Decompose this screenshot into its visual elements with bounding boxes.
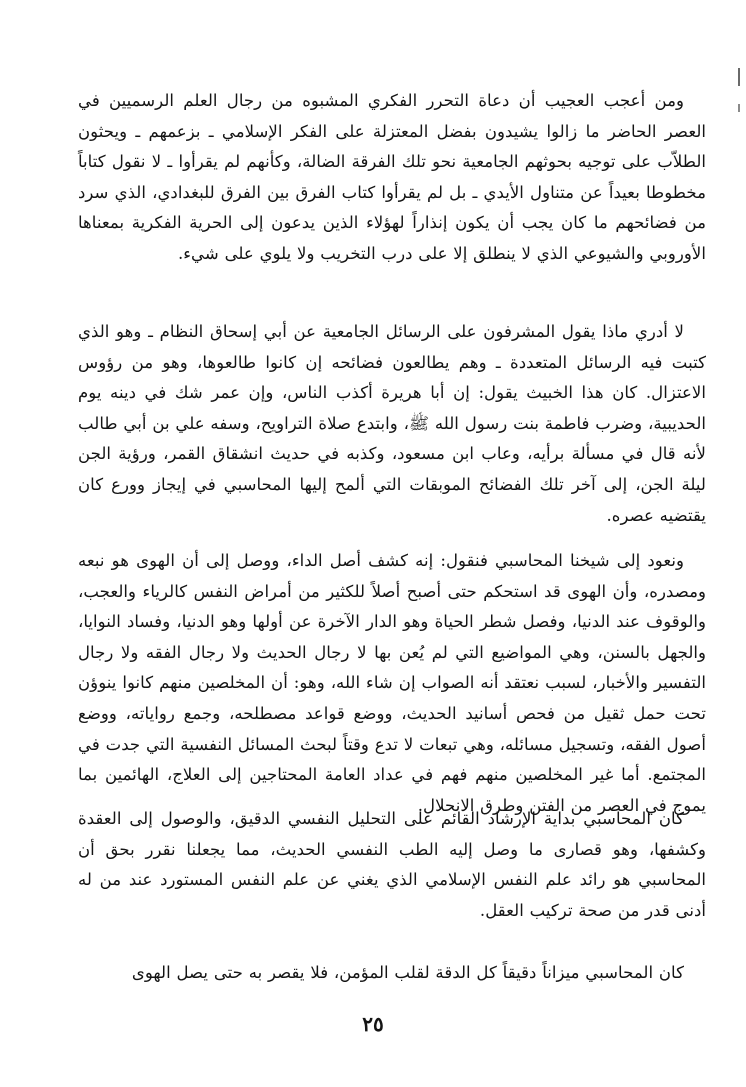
scan-edge-mark bbox=[738, 68, 740, 86]
paragraph-mutazila-critique: ومن أعجب العجيب أن دعاة التحرر الفكري المشبوه من رجال العلم الرسميين في العصر الحاضر ما زالوا يشيدون بفضل المعتزلة على الفكر الإسلامي ـ بزعمهم ـ ويحثون الطلاّب على توجيه بحوثهم الجامعية نحو تلك الفرقة الضالة، وكأنهم لم يقرأوا ـ لا نقول كتاباً مخطوطا بعيداً عن متناول الأيدي ـ بل لم يقرأوا كتاب الفرق بين الفرق للبغدادي، الذي سرد من فضائحهم ما كان يجب أن يكون إنذاراً لهؤلاء الذين يدعون إلى الحرية الفكرية بمعناها الأوروبي والشيوعي الذي لا ينطلق إلا على درب التخريب ولا يلوي على شيء. bbox=[78, 91, 706, 263]
paragraph-root-of-disease: ونعود إلى شيخنا المحاسبي فنقول: إنه كشف أصل الداء، ووصل إلى أن الهوى هو نبعه ومصدره، وأن الهوى قد استحكم حتى أصبح أصلاً للكثير من أمراض النفس كالرياء والعجب، والوقوف عند الدنيا، وفصل شطر الحياة وهو الدار الآخرة عن أولها وهو الدنيا، وفساد النوايا، والجهل بالسنن، وهي المواضيع التي لم يُعن بها لا رجال الحديث ولا رجال الفقه ولا رجال التفسير والأخبار، لسبب نعتقد أنه الصواب إن شاء الله، وهو: أن المخلصين منهم كانوا ينوؤن تحت حمل ثقيل من فحص أسانيد الحديث، ووضع قواعد مصطلحه، وجمع رواياته، ووضع أصول الفقه، وتسجيل مسائله، وهي تبعات لا تدع وقتاً لبحث المسائل النفسية التي جدت في المجتمع. أما غير المخلصين منهم فهم في عداد العامة المحتاجين إلى العلاج، الهائمين بما يموج في العصر من الفتن وطرق الانحلال. bbox=[78, 551, 706, 815]
paragraph-believer-balance: كان المحاسبي ميزاناً دقيقاً كل الدقة لقلب المؤمن، فلا يقصر به حتى يصل الهوى bbox=[131, 963, 684, 982]
paragraph-nazzam-scandals: لا أدري ماذا يقول المشرفون على الرسائل الجامعية عن أبي إسحاق النظام ـ وهو الذي كتبت فيه الرسائل المتعددة ـ وهم يطالعون فضائحه إن كانوا طالعوها، وهو من رؤوس الاعتزال. كان هذا الخبيث يقول: إن أبا هريرة أكذب الناس، وإن عمر شك في دينه يوم الحديبية، وضرب فاطمة بنت رسول الله ﷺ، وابتدع صلاة التراويح، وسفه علي بن أبي طالب لأنه قال في مسألة برأيه، وعاب ابن مسعود، وكذبه في حديث انشقاق القمر، ورؤية الجن ليلة الجن، إلى آخر تلك الفضائح الموبقات التي ألمح إليها المحاسبي في إيجاز وورع كان يقتضيه عصره. bbox=[78, 322, 706, 525]
page-number: ٢٥ bbox=[362, 1012, 384, 1036]
paragraph-psychological-guidance: كان المحاسبي بداية الإرشاد القائم على التحليل النفسي الدقيق، والوصول إلى العقدة وكشفها، وهو قصارى ما وصل إليه الطب النفسي الحديث، مما يجعلنا نقرر بحق أن المحاسبي هو رائد علم النفس الإسلامي الذي يغني عن علم النفس المستورد عند من له أدنى قدر من صحة تركيب العقل. bbox=[78, 809, 706, 920]
scan-edge-mark bbox=[738, 104, 740, 112]
